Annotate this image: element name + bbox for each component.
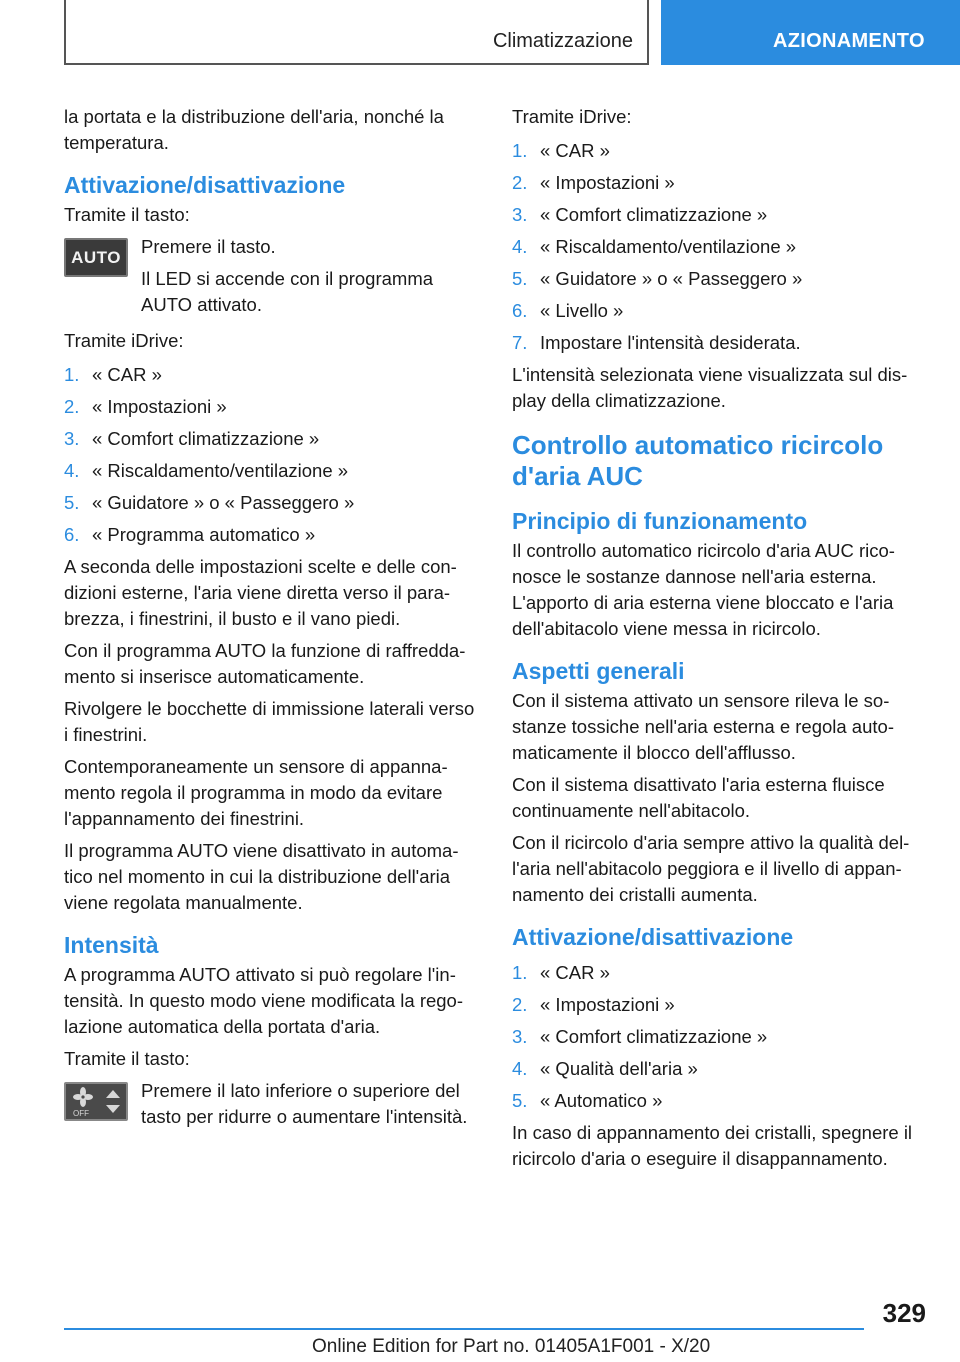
- list-item-number: 2.: [64, 396, 80, 417]
- premere-lato-text: Premere il lato inferiore o superiore del tasto per ridurre o aumentare l'intensità.: [141, 1080, 468, 1127]
- list-item: [512, 960, 924, 986]
- paragraph-principio: Il controllo automatico ricircolo d'aria AUC rico-nosce le sostanze dannose nell'aria esterna. L'apporto di aria esterna viene bloccato e l'aria dell'abitacolo viene messa in ricircolo.: [512, 540, 895, 639]
- list-item-text: « Riscaldamento/ventilazione »: [92, 460, 349, 481]
- heading-auc: Controllo automatico ricircolo d'aria AUC: [512, 430, 884, 491]
- header-section-title: Climatizzazione: [492, 30, 633, 52]
- auto-key-row: [64, 234, 476, 318]
- list-item-text: « Livello »: [540, 300, 624, 321]
- list-item: [64, 522, 476, 548]
- list-item-number: 1.: [512, 962, 528, 983]
- paragraph-recirc: Con il ricircolo d'aria sempre attivo la qualità del-l'aria nell'abitacolo peggiora e il livello di appan-namento dei cristalli aumenta.: [512, 832, 910, 905]
- list-item-text: « CAR »: [540, 140, 610, 161]
- list-item-text: « Impostazioni »: [540, 172, 675, 193]
- auto-button-icon: [64, 238, 128, 277]
- list-item-text: « Comfort climatizzazione »: [92, 428, 320, 449]
- tramite-idrive-text-right: Tramite iDrive:: [512, 106, 632, 127]
- list-item-text: Impostare l'intensità desiderata.: [540, 332, 801, 353]
- paragraph-fog-sensor: Contemporaneamente un sensore di appanna-mento regola il programma in modo da evitare l'appannamento dei finestrini.: [64, 756, 448, 829]
- list-item-text: « Programma automatico »: [92, 524, 316, 545]
- list-item: [512, 1056, 924, 1082]
- list-item-number: 2.: [512, 994, 528, 1015]
- list-item-text: « Comfort climatizzazione »: [540, 1026, 768, 1047]
- list-item-text: « Automatico »: [540, 1090, 663, 1111]
- list-item-number: 6.: [512, 300, 528, 321]
- list-item-number: 1.: [64, 364, 80, 385]
- paragraph-disabled: Con il sistema disattivato l'aria esterna fluisce continuamente nell'abitacolo.: [512, 774, 885, 821]
- paragraph-intensity: A programma AUTO attivato si può regolare l'in-tensità. In questo modo viene modificata la rego-lazione automatica della portata d'aria.: [64, 964, 464, 1037]
- list-item: [512, 298, 924, 324]
- paragraph-direction: A seconda delle impostazioni scelte e delle con-dizioni esterne, l'aria viene diretta verso il para-brezza, i finestrini, il busto e il vano piedi.: [64, 556, 457, 629]
- paragraph-auto-off: Il programma AUTO viene disattivato in automa-tico nel momento in cui la distribuzione dell'aria viene regolata manualmente.: [64, 840, 459, 913]
- left-column: [64, 104, 476, 1136]
- fan-intensity-button-icon: [64, 1082, 128, 1121]
- tramite-idrive-text: Tramite iDrive:: [64, 330, 184, 351]
- paragraph-vents: Rivolgere le bocchette di immissione laterali verso i finestrini.: [64, 698, 475, 745]
- list-item-number: 2.: [512, 172, 528, 193]
- led-text: Il LED si accende con il programma AUTO attivato.: [141, 268, 434, 315]
- list-item-number: 4.: [64, 460, 80, 481]
- list-item: [64, 362, 476, 388]
- list-item-number: 3.: [64, 428, 80, 449]
- heading-attivazione: Attivazione/disattivazione: [64, 172, 346, 198]
- list-item-number: 4.: [512, 236, 528, 257]
- tramite-tasto-text: Tramite il tasto:: [64, 204, 190, 225]
- list-item-text: « CAR »: [540, 962, 610, 983]
- arrow-down-icon: [106, 1105, 120, 1113]
- list-item-number: 5.: [512, 1090, 528, 1111]
- list-item-number: 6.: [64, 524, 80, 545]
- list-item: [64, 490, 476, 516]
- heading-aspetti: Aspetti generali: [512, 658, 685, 684]
- intro-text: la portata e la distribuzione dell'aria, nonché la temperatura.: [64, 106, 444, 153]
- idrive-steps-list: [64, 362, 476, 548]
- list-item-text: « Impostazioni »: [540, 994, 675, 1015]
- list-item: [512, 202, 924, 228]
- list-item-text: « Comfort climatizzazione »: [540, 204, 768, 225]
- list-item-number: 3.: [512, 204, 528, 225]
- list-item-text: « Impostazioni »: [92, 396, 227, 417]
- list-item-text: « Qualità dell'aria »: [540, 1058, 698, 1079]
- list-item: [512, 992, 924, 1018]
- paragraph-sensor: Con il sistema attivato un sensore rileva le so-stanze tossiche nell'aria esterna e regola auto-maticamente il blocco dell'afflusso.: [512, 690, 894, 763]
- header-section-box: [64, 0, 649, 65]
- paragraph-fogging: In caso di appannamento dei cristalli, spegnere il ricircolo d'aria o eseguire il disappannamento.: [512, 1122, 913, 1169]
- list-item-number: 1.: [512, 140, 528, 161]
- list-item: [512, 1088, 924, 1114]
- paragraph-cooling: Con il programma AUTO la funzione di raffredda-mento si inserisce automaticamente.: [64, 640, 466, 687]
- list-item-text: « CAR »: [92, 364, 162, 385]
- fan-key-row: [64, 1078, 476, 1130]
- heading-attivazione-right: Attivazione/disattivazione: [512, 924, 794, 950]
- list-item: [64, 458, 476, 484]
- heading-intensita: Intensità: [64, 932, 159, 958]
- list-item: [64, 426, 476, 452]
- list-item: [512, 1024, 924, 1050]
- list-item-number: 5.: [64, 492, 80, 513]
- list-item-number: 5.: [512, 268, 528, 289]
- footer-edition: Online Edition for Part no. 01405A1F001 - X/20: [312, 1336, 711, 1357]
- list-item: [512, 170, 924, 196]
- idrive-steps-list-right: [512, 138, 924, 356]
- auc-steps-list: [512, 960, 924, 1114]
- right-column: [512, 104, 924, 1178]
- premere-text: Premere il tasto.: [141, 236, 276, 257]
- paragraph-display: L'intensità selezionata viene visualizzata sul dis-play della climatizzazione.: [512, 364, 908, 411]
- list-item: [64, 394, 476, 420]
- list-item: [512, 138, 924, 164]
- footer-divider: [64, 1328, 864, 1330]
- fan-icon: [66, 1084, 126, 1119]
- heading-principio: Principio di funzionamento: [512, 508, 808, 534]
- list-item: [512, 266, 924, 292]
- list-item-text: « Guidatore » o « Passeggero »: [92, 492, 355, 513]
- list-item: [512, 234, 924, 260]
- page-number: 329: [882, 1298, 926, 1328]
- list-item-text: « Riscaldamento/ventilazione »: [540, 236, 797, 257]
- fan-key-off-label: OFF: [73, 1109, 89, 1118]
- list-item-number: 7.: [512, 332, 528, 353]
- header-chapter-box: [661, 0, 960, 65]
- list-item-number: 3.: [512, 1026, 528, 1047]
- header-chapter-title: AZIONAMENTO: [773, 30, 925, 52]
- tramite-tasto-text-2: Tramite il tasto:: [64, 1048, 190, 1069]
- list-item-text: « Guidatore » o « Passeggero »: [540, 268, 803, 289]
- arrow-up-icon: [106, 1090, 120, 1098]
- auto-key-label: AUTO: [71, 247, 121, 267]
- list-item-number: 4.: [512, 1058, 528, 1079]
- list-item: [512, 330, 924, 356]
